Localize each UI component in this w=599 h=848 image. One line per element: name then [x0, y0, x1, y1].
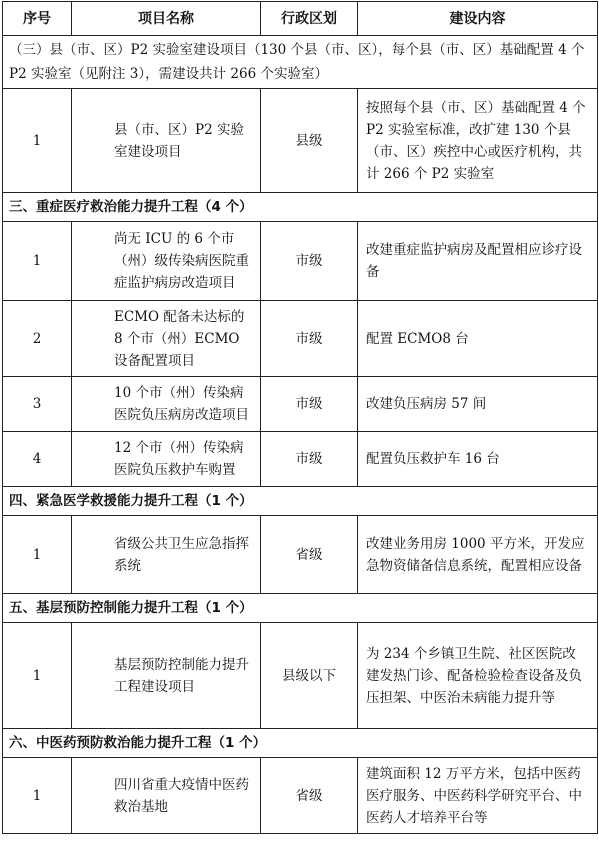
row-project-name: ECMO 配备未达标的 8 个市（州）ECMO 设备配置项目: [72, 301, 261, 377]
table-header-row: [3, 2, 598, 36]
row-admin-level: 市级: [261, 222, 358, 301]
row-admin-level: 市级: [261, 301, 358, 377]
row-project-name: 尚无 ICU 的 6 个市（州）级传染病医院重症监护病房改造项目: [72, 222, 261, 301]
row-admin-level: 县级以下: [261, 623, 358, 729]
row-construction-content: 配置 ECMO8 台: [358, 301, 598, 377]
table-row: [3, 516, 598, 594]
row-seq: 3: [3, 377, 72, 432]
section-title: （三）县（市、区）P2 实验室建设项目（130 个县（市、区），每个县（市、区）基础配置 4 个 P2 实验室（见附注 3），需建设共计 266 个实验室）: [3, 36, 598, 89]
table-row: [3, 301, 598, 377]
section-title: 四、紧急医学救援能力提升工程（1 个）: [3, 487, 598, 516]
row-seq: 2: [3, 301, 72, 377]
row-construction-content: 为 234 个乡镇卫生院、社区医院改建发热门诊、配备检验检查设备及负压担架、中医治未病能力提升等: [358, 623, 598, 729]
header-admin-level: 行政区划: [261, 2, 358, 36]
header-seq: 序号: [3, 2, 72, 36]
row-project-name: 四川省重大疫情中医药救治基地: [72, 758, 261, 834]
row-project-name: 12 个市（州）传染病医院负压救护车购置: [72, 432, 261, 487]
table-row: [3, 623, 598, 729]
section-row: [3, 193, 598, 222]
table-row: [3, 377, 598, 432]
row-admin-level: 省级: [261, 516, 358, 594]
section-title: 六、中医药预防救治能力提升工程（1 个）: [3, 729, 598, 758]
row-project-name: 基层预防控制能力提升工程建设项目: [72, 623, 261, 729]
row-seq: 1: [3, 516, 72, 594]
section-row: [3, 487, 598, 516]
row-seq: 1: [3, 222, 72, 301]
row-seq: 1: [3, 89, 72, 193]
row-admin-level: 市级: [261, 377, 358, 432]
section-row: [3, 36, 598, 89]
row-seq: 1: [3, 623, 72, 729]
row-seq: 4: [3, 432, 72, 487]
row-project-name: 县（市、区）P2 实验室建设项目: [72, 89, 261, 193]
table-row: [3, 432, 598, 487]
row-construction-content: 配置负压救护车 16 台: [358, 432, 598, 487]
row-construction-content: 建筑面积 12 万平方米，包括中医药医疗服务、中医药科学研究平台、中医药人才培养平台等: [358, 758, 598, 834]
row-construction-content: 改建负压病房 57 间: [358, 377, 598, 432]
section-row: [3, 729, 598, 758]
header-project-name: 项目名称: [72, 2, 261, 36]
row-admin-level: 县级: [261, 89, 358, 193]
section-title: 三、重症医疗救治能力提升工程（4 个）: [3, 193, 598, 222]
header-construction-content: 建设内容: [358, 2, 598, 36]
row-seq: 1: [3, 758, 72, 834]
table-row: [3, 222, 598, 301]
table-row: [3, 758, 598, 834]
row-project-name: 省级公共卫生应急指挥系统: [72, 516, 261, 594]
row-construction-content: 按照每个县（市、区）基础配置 4 个 P2 实验室标准，改扩建 130 个县（市、区）疾控中心或医疗机构，共计 266 个 P2 实验室: [358, 89, 598, 193]
project-table: [2, 1, 598, 834]
row-construction-content: 改建重症监护病房及配置相应诊疗设备: [358, 222, 598, 301]
row-admin-level: 市级: [261, 432, 358, 487]
row-admin-level: 省级: [261, 758, 358, 834]
table-row: [3, 89, 598, 193]
section-title: 五、基层预防控制能力提升工程（1 个）: [3, 594, 598, 623]
row-construction-content: 改建业务用房 1000 平方米，开发应急物资储备信息系统，配置相应设备: [358, 516, 598, 594]
section-row: [3, 594, 598, 623]
row-project-name: 10 个市（州）传染病医院负压病房改造项目: [72, 377, 261, 432]
